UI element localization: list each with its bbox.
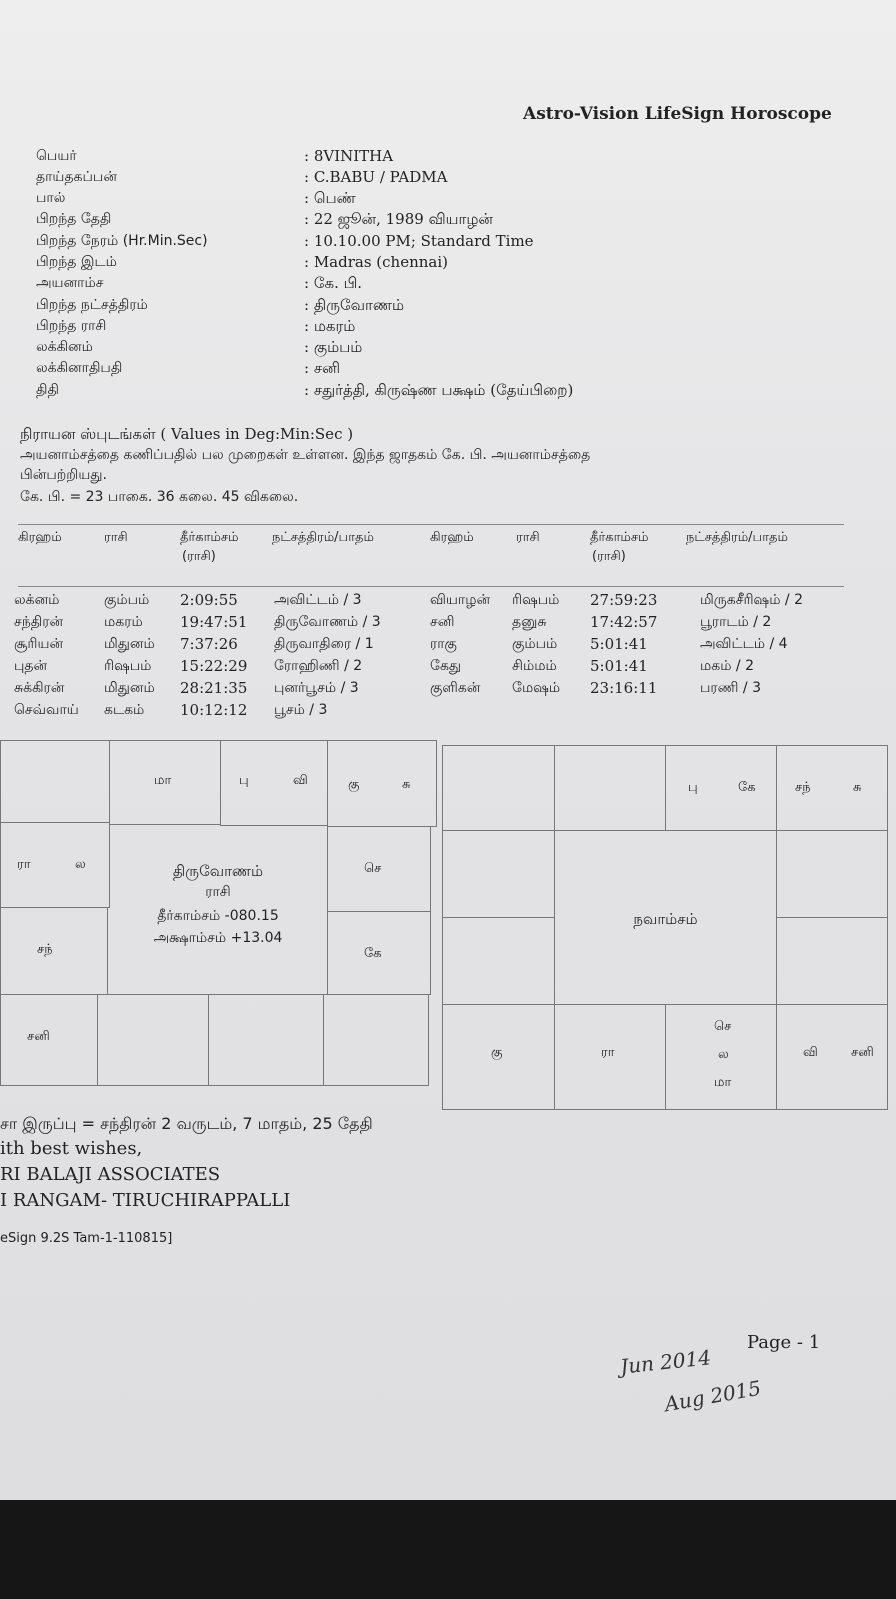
cell: புதன் <box>14 658 48 674</box>
cell: 5:01:41 <box>590 635 648 653</box>
cell: 15:22:29 <box>180 657 248 675</box>
page-number: Page - 1 <box>747 1332 821 1353</box>
navamsa-house <box>442 745 555 831</box>
cell: மகரம் <box>104 614 143 630</box>
software-version: eSign 9.2S Tam-1-110815] <box>0 1231 173 1246</box>
cell: அவிட்டம் / 4 <box>700 636 788 652</box>
detail-value: : திருவோணம் <box>304 296 405 314</box>
background-surface <box>0 1500 896 1599</box>
wishes-line: ith best wishes, <box>0 1138 143 1159</box>
rasi-house <box>327 826 431 912</box>
rasi-house <box>327 911 431 995</box>
navamsa-house <box>554 745 666 831</box>
rasi-house <box>0 822 110 908</box>
col-rasi: ராசி <box>516 530 540 545</box>
navamsa-house <box>776 917 888 1005</box>
cell: திருவோணம் / 3 <box>274 614 381 630</box>
cell: ரோஹிணி / 2 <box>274 658 363 674</box>
house-planet: சு <box>402 777 411 792</box>
house-planet: கே <box>364 946 382 961</box>
cell: 19:47:51 <box>180 613 248 631</box>
detail-label: பிறந்த ராசி <box>36 318 107 334</box>
cell: தனுசு <box>512 614 547 630</box>
rasi-center-latitude: அக்ஷாம்சம் +13.04 <box>153 930 283 946</box>
rasi-house <box>97 994 209 1086</box>
house-planet: சு <box>853 780 862 795</box>
col-planet: கிரஹம் <box>430 530 474 545</box>
detail-value: : 22 ஜூன், 1989 வியாழன் <box>304 210 493 228</box>
cell: லக்னம் <box>14 592 60 608</box>
ayanamsa-note-cont: பின்பற்றியது. <box>20 467 107 483</box>
detail-label: பிறந்த நேரம் (Hr.Min.Sec) <box>36 233 208 249</box>
handwritten-note: Aug 2015 <box>662 1375 763 1417</box>
col-longitude-sub: (ராசி) <box>182 549 216 564</box>
cell: மிதுனம் <box>104 680 155 696</box>
house-planet: சனி <box>27 1029 50 1044</box>
cell: சந்திரன் <box>14 614 64 630</box>
navamsa-house <box>442 830 555 918</box>
col-star: நட்சத்திரம்/பாதம் <box>272 530 374 545</box>
detail-label: திதி <box>36 382 59 398</box>
col-longitude-sub: (ராசி) <box>592 549 626 564</box>
cell: ரிஷபம் <box>512 592 560 608</box>
navamsa-house <box>665 745 777 831</box>
cell: புனர்பூசம் / 3 <box>274 680 359 696</box>
detail-label: லக்கினாதிபதி <box>36 360 123 376</box>
ayanamsa-note: அயனாம்சத்தை கணிப்பதில் பல முறைகள் உள்ளன. இந்த ஜாதகம் கே. பி. அயனாம்சத்தை <box>20 447 591 463</box>
house-planet: பு <box>239 773 249 788</box>
handwritten-note: Jun 2014 <box>618 1345 713 1379</box>
cell: சனி <box>430 614 455 630</box>
cell: ராகு <box>430 636 457 652</box>
house-planet: செ <box>714 1019 732 1034</box>
detail-value: : சனி <box>304 359 341 377</box>
house-planet: ல <box>718 1047 729 1062</box>
cell: 10:12:12 <box>180 701 248 719</box>
navamsa-house <box>665 1004 777 1110</box>
cell: மிருகசீரிஷம் / 2 <box>700 592 803 608</box>
cell: கடகம் <box>104 702 145 718</box>
company-name: RI BALAJI ASSOCIATES <box>0 1164 221 1185</box>
cell: பூராடம் / 2 <box>700 614 772 630</box>
dasa-balance: சா இருப்பு = சந்திரன் 2 வருடம், 7 மாதம், 25 தேதி <box>0 1114 373 1133</box>
navamsa-house <box>776 1004 888 1110</box>
rasi-center-longitude: தீர்காம்சம் -080.15 <box>157 908 279 924</box>
cell: கும்பம் <box>104 592 150 608</box>
detail-value: : C.BABU / PADMA <box>304 168 448 186</box>
detail-value: : கே. பி. <box>304 274 363 292</box>
detail-value: : 8VINITHA <box>304 147 394 165</box>
detail-label: பிறந்த இடம் <box>36 254 117 270</box>
detail-value: : 10.10.00 PM; Standard Time <box>304 232 534 250</box>
report-title: Astro-Vision LifeSign Horoscope <box>523 104 832 124</box>
navamsa-center-title: நவாம்சம் <box>633 910 698 928</box>
cell: மகம் / 2 <box>700 658 755 674</box>
navamsa-house <box>554 1004 666 1110</box>
col-longitude: தீர்காம்சம் <box>590 530 649 545</box>
rasi-house <box>0 740 110 823</box>
cell: சிம்மம் <box>512 658 557 674</box>
col-star: நட்சத்திரம்/பாதம் <box>686 530 788 545</box>
detail-label: பிறந்த தேதி <box>36 211 112 227</box>
cell: குளிகன் <box>430 680 481 696</box>
detail-value: : சதுர்த்தி, கிருஷ்ண பக்ஷம் (தேய்பிறை) <box>304 381 574 399</box>
navamsa-house <box>776 830 888 918</box>
cell: 27:59:23 <box>590 591 658 609</box>
kp-value: கே. பி. = 23 பாகை. 36 கலை. 45 விகலை. <box>20 489 299 505</box>
detail-label: பிறந்த நட்சத்திரம் <box>36 297 148 313</box>
rasi-house <box>0 907 108 995</box>
col-planet: கிரஹம் <box>18 530 62 545</box>
detail-label: அயனாம்ச <box>36 275 104 291</box>
col-longitude: தீர்காம்சம் <box>180 530 239 545</box>
rasi-house <box>323 994 429 1086</box>
table-header-rule <box>18 586 844 587</box>
cell: பூசம் / 3 <box>274 702 328 718</box>
table-top-rule <box>18 524 844 525</box>
cell: திருவாதிரை / 1 <box>274 636 374 652</box>
cell: செவ்வாய் <box>14 702 79 718</box>
detail-label: பெயர் <box>36 148 77 164</box>
detail-value: : Madras (chennai) <box>304 253 449 271</box>
company-place: I RANGAM- TIRUCHIRAPPALLI <box>0 1190 291 1211</box>
cell: வியாழன் <box>430 592 491 608</box>
house-planet: வி <box>803 1045 818 1060</box>
detail-label: பால் <box>36 190 66 206</box>
col-rasi: ராசி <box>104 530 128 545</box>
rasi-house <box>327 740 437 827</box>
rasi-house <box>208 994 324 1086</box>
detail-label: தாய்தகப்பன் <box>36 169 117 185</box>
house-planet: மா <box>714 1075 732 1090</box>
house-planet: பு <box>688 780 698 795</box>
cell: சூரியன் <box>14 636 64 652</box>
house-planet: கு <box>491 1045 503 1060</box>
house-planet: ரா <box>601 1045 615 1060</box>
house-planet: வி <box>293 773 308 788</box>
house-planet: செ <box>364 861 382 876</box>
cell: மிதுனம் <box>104 636 155 652</box>
cell: கும்பம் <box>512 636 558 652</box>
rasi-house <box>220 740 328 826</box>
cell: மேஷம் <box>512 680 561 696</box>
navamsa-house <box>442 917 555 1005</box>
cell: 23:16:11 <box>590 679 658 697</box>
house-planet: மா <box>154 773 172 788</box>
navamsa-house <box>776 745 888 831</box>
cell: 28:21:35 <box>180 679 248 697</box>
cell: 17:42:57 <box>590 613 658 631</box>
rasi-house <box>109 740 221 825</box>
house-planet: கு <box>348 777 360 792</box>
nirayana-heading: நிராயன ஸ்புடங்கள் ( Values in Deg:Min:Sec ) <box>20 425 354 443</box>
cell: 2:09:55 <box>180 591 238 609</box>
rasi-center-star: திருவோணம் <box>172 862 264 880</box>
house-planet: சந் <box>37 942 53 957</box>
house-planet: ரா <box>17 857 31 872</box>
house-planet: சந் <box>795 780 811 795</box>
cell: கேது <box>430 658 462 674</box>
rasi-center-title: ராசி <box>205 884 231 900</box>
cell: பரணி / 3 <box>700 680 761 696</box>
navamsa-house <box>442 1004 555 1110</box>
house-planet: சனி <box>851 1045 874 1060</box>
detail-value: : மகரம் <box>304 317 356 335</box>
detail-label: லக்கினம் <box>36 339 93 355</box>
cell: 5:01:41 <box>590 657 648 675</box>
cell: அவிட்டம் / 3 <box>274 592 362 608</box>
cell: சுக்கிரன் <box>14 680 65 696</box>
detail-value: : பெண் <box>304 189 356 207</box>
cell: ரிஷபம் <box>104 658 152 674</box>
cell: 7:37:26 <box>180 635 238 653</box>
rasi-house <box>0 994 98 1086</box>
detail-value: : கும்பம் <box>304 338 363 356</box>
house-planet: ல <box>75 857 86 872</box>
house-planet: கே <box>738 780 756 795</box>
